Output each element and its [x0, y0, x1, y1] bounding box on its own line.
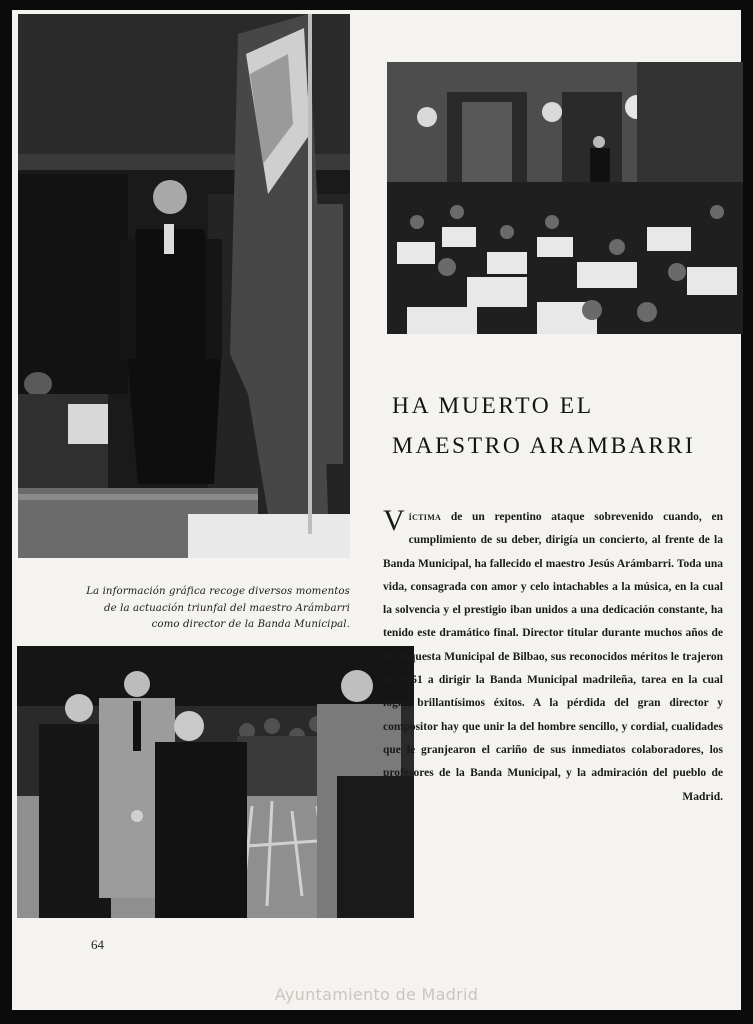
photo-conductor-with-flag [18, 14, 350, 558]
article-paragraph: de un repentino ataque sobrevenido cuando, en cumplimiento de su deber, dirigía un concierto, al frente de la Banda Municipal, ha fallecido el maestro Jesús Arámbarri. Toda una vida, consagrada con amor y celo intachables a la música, en la cual la solvencia y el prestigio iban unidos a una dedicación constante, ha tenido este dramático final. Director titular durante muchos años de la Orquesta Municipal de Bilbao, sus reconocidos méritos le trajeron en 1951 a dirigir la Banda Municipal madrileña, tarea en la cual logró brillantísimos éxitos. A la pérdida del gran director y compositor hay que unir la del hombre sencillo, y cordial, cualidades que le granjearon el cariño de sus inmediatos colaboradores, los profesores de la Banda Municipal, y la admiración del pueblo de Madrid. [383, 511, 723, 803]
photo-orchestra-hall [387, 62, 743, 334]
photo-handshake [17, 646, 414, 918]
article-body [383, 506, 723, 936]
watermark: Ayuntamiento de Madrid [274, 985, 479, 1004]
title-line-1: HA MUERTO EL [392, 393, 594, 419]
drop-cap: V [383, 504, 405, 537]
photo-caption: La información gráfica recoge diversos momentos de la actuación triunfal del maestro Arámbarri como director de la Banda Municipal. [86, 586, 350, 631]
article-title [392, 386, 732, 466]
title-line-2: MAESTRO ARAMBARRI [392, 433, 696, 459]
lead-word: íctima [408, 511, 442, 523]
page-number: 64 [91, 937, 104, 952]
magazine-page [12, 10, 741, 1010]
